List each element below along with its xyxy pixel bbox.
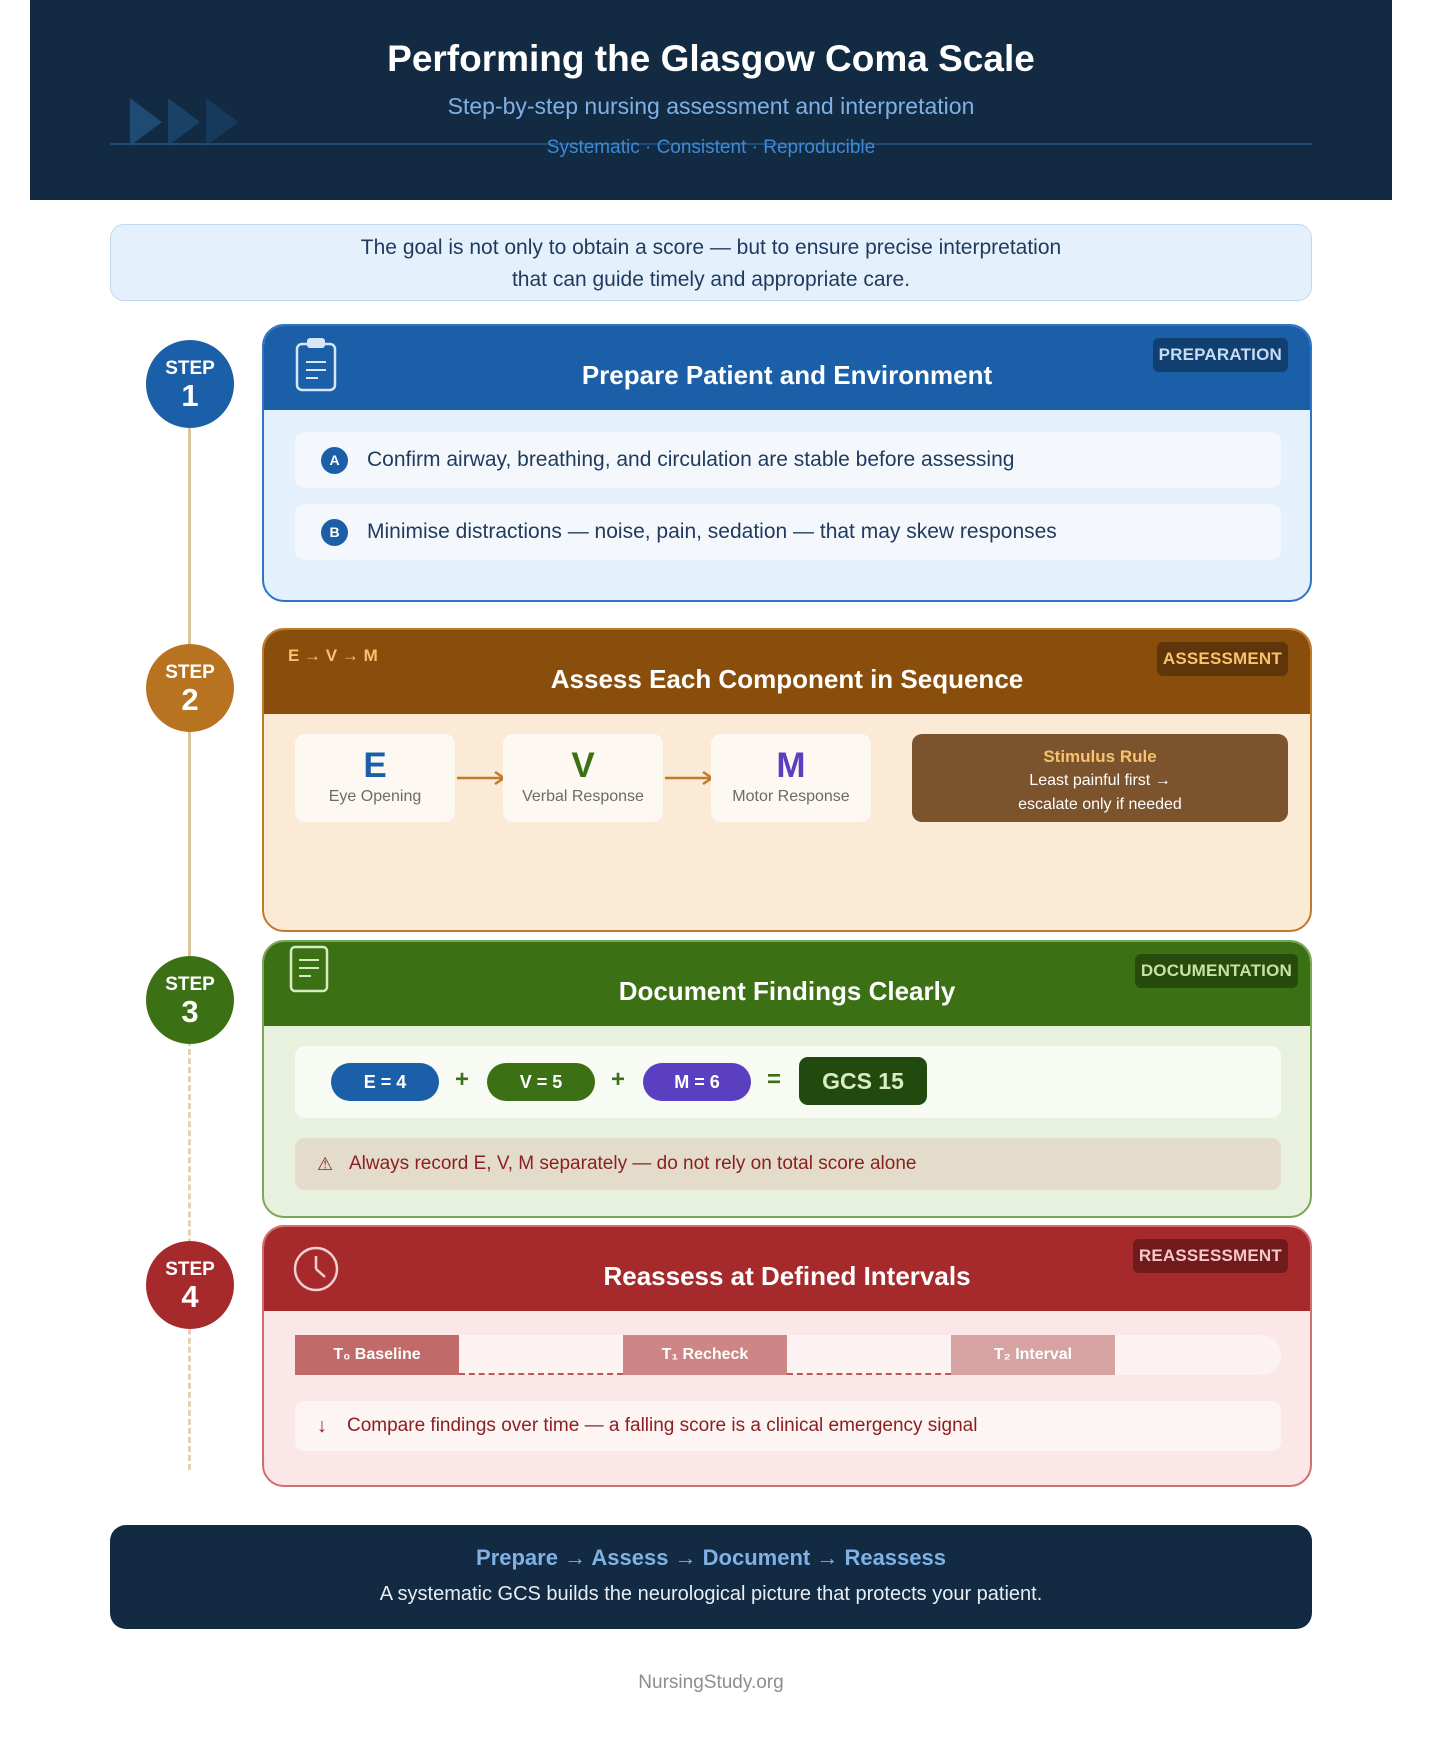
arrow-right-icon xyxy=(665,770,715,786)
step-1-item-b xyxy=(295,504,1281,560)
component-label: Verbal Response xyxy=(522,788,644,805)
item-badge: B xyxy=(321,519,348,546)
motor-score-pill: M = 6 xyxy=(643,1063,751,1101)
arrow-down-icon: ↓ xyxy=(317,1415,327,1437)
goal-line-1: The goal is not only to obtain a score — but to ensure precise interpretation xyxy=(360,236,1062,259)
step-word: STEP xyxy=(165,358,215,379)
step-4-header xyxy=(264,1227,1310,1311)
documentation-tag: DOCUMENTATION xyxy=(1135,954,1298,988)
summary-footer xyxy=(110,1525,1312,1629)
plus-sign: + xyxy=(455,1066,470,1093)
step-1-header xyxy=(264,326,1310,410)
step-2-title: Assess Each Component in Sequence xyxy=(550,664,1024,694)
process-flow: Prepare → Assess → Document → Reassess xyxy=(476,1545,946,1570)
timeline-connector xyxy=(459,1373,623,1375)
step-1-item-a xyxy=(295,432,1281,488)
step-number: 1 xyxy=(181,378,199,413)
step-3-marker xyxy=(146,956,234,1044)
stimulus-rule-line-2: escalate only if needed xyxy=(1018,796,1182,813)
sequence-label: E → V → M xyxy=(288,646,378,665)
component-label: Eye Opening xyxy=(328,788,422,805)
item-text: Minimise distractions — noise, pain, sedation — that may skew responses xyxy=(367,520,1057,543)
stimulus-rule-line-1: Least painful first → xyxy=(1029,772,1171,789)
step-4-marker xyxy=(146,1241,234,1329)
component-letter: E xyxy=(363,746,387,785)
stimulus-rule-title: Stimulus Rule xyxy=(1043,747,1157,766)
score-equation xyxy=(295,1046,1281,1118)
step-word: STEP xyxy=(165,1259,215,1280)
source-credit: NursingStudy.org xyxy=(638,1672,784,1693)
goal-statement xyxy=(110,224,1312,301)
component-letter: M xyxy=(776,746,806,785)
item-badge: A xyxy=(321,447,348,474)
gcs-total-badge: GCS 15 xyxy=(799,1057,927,1105)
summary-text: A systematic GCS builds the neurological picture that protects your patient. xyxy=(379,1583,1043,1605)
motor-response-box xyxy=(711,734,871,822)
step-1-card xyxy=(262,324,1312,602)
equals-sign: = xyxy=(767,1066,782,1093)
step-1-title: Prepare Patient and Environment xyxy=(581,360,993,390)
page-subtitle: Step-by-step nursing assessment and interpretation xyxy=(447,93,975,119)
goal-line-2: that can guide timely and appropriate care. xyxy=(511,268,911,291)
component-label: Motor Response xyxy=(732,788,850,805)
item-text: Confirm airway, breathing, and circulation are stable before assessing xyxy=(367,448,1015,471)
step-2-card xyxy=(262,628,1312,932)
stimulus-rule-box xyxy=(912,734,1288,822)
step-number: 2 xyxy=(181,682,199,717)
step-word: STEP xyxy=(165,662,215,683)
reassessment-tag: REASSESSMENT xyxy=(1133,1239,1288,1273)
documentation-warning xyxy=(295,1138,1281,1190)
header-banner xyxy=(30,0,1392,200)
step-number: 3 xyxy=(181,994,199,1029)
reassessment-note xyxy=(295,1401,1281,1451)
timepoint-interval: T₂ Interval xyxy=(951,1335,1115,1375)
plus-sign: + xyxy=(611,1066,626,1093)
arrow-right-icon xyxy=(457,770,507,786)
step-3-header xyxy=(264,942,1310,1026)
timepoint-recheck: T₁ Recheck xyxy=(623,1335,787,1375)
timeline-connector xyxy=(787,1373,951,1375)
verbal-response-box xyxy=(503,734,663,822)
step-2-header xyxy=(264,630,1310,714)
assessment-tag: ASSESSMENT xyxy=(1157,642,1288,676)
preparation-tag: PREPARATION xyxy=(1153,338,1288,372)
warning-text: Always record E, V, M separately — do not rely on total score alone xyxy=(349,1153,917,1174)
timepoint-baseline: T₀ Baseline xyxy=(295,1335,459,1375)
component-letter: V xyxy=(571,746,595,785)
warning-icon: ⚠ xyxy=(317,1154,334,1174)
page-tagline: Systematic · Consistent · Reproducible xyxy=(546,137,876,158)
step-4-title: Reassess at Defined Intervals xyxy=(603,1261,971,1291)
step-2-marker xyxy=(146,644,234,732)
eye-opening-box xyxy=(295,734,455,822)
verbal-score-pill: V = 5 xyxy=(487,1063,595,1101)
reassessment-note-text: Compare findings over time — a falling score is a clinical emergency signal xyxy=(347,1415,978,1436)
step-4-card xyxy=(262,1225,1312,1487)
step-1-marker xyxy=(146,340,234,428)
step-3-card xyxy=(262,940,1312,1218)
eye-score-pill: E = 4 xyxy=(331,1063,439,1101)
step-3-title: Document Findings Clearly xyxy=(618,976,956,1006)
step-number: 4 xyxy=(181,1279,199,1314)
page-title: Performing the Glasgow Coma Scale xyxy=(387,38,1035,79)
step-word: STEP xyxy=(165,974,215,995)
